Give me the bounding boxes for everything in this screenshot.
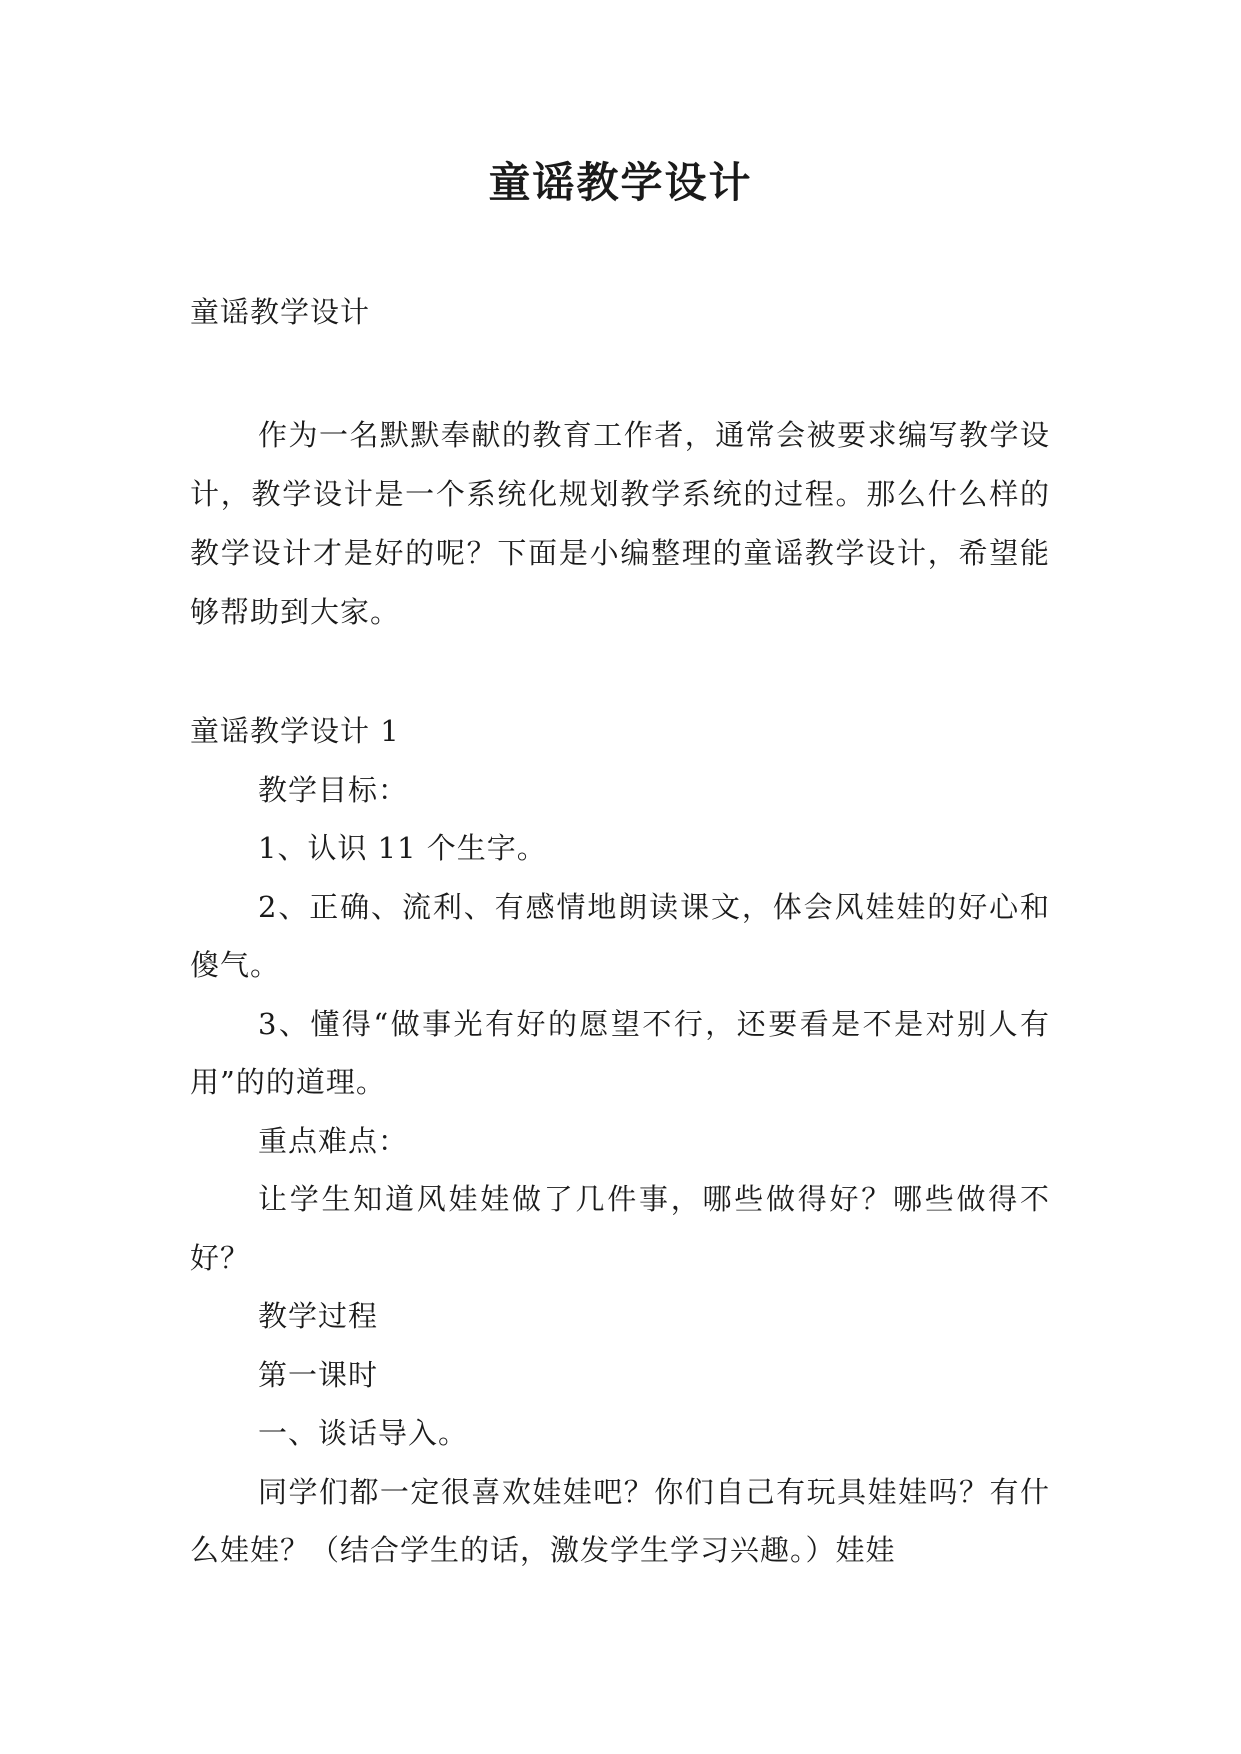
paragraph-objective-2: 2、正确、流利、有感情地朗读课文，体会风娃娃的好心和傻气。 (190, 889, 1050, 982)
paragraph-process-heading: 教学过程 (258, 1299, 379, 1333)
document-body (190, 702, 1050, 1580)
intro-paragraph: 作为一名默默奉献的教育工作者，通常会被要求编写教学设计，教学设计是一个系统化规划教学系统的过程。那么什么样的教学设计才是好的呢？下面是小编整理的童谣教学设计，希望能够帮助到大家。 (190, 418, 1050, 629)
paragraph-step-1-heading: 一、谈话导入。 (258, 1416, 469, 1450)
paragraph-key-points-heading: 重点难点： (258, 1123, 409, 1158)
paragraph-key-points: 让学生知道风娃娃做了几件事，哪些做得好？哪些做得不好？ (190, 1182, 1050, 1275)
section-heading: 童谣教学设计 1 (190, 714, 400, 748)
paragraph-objectives-heading: 教学目标： (258, 772, 409, 807)
paragraph-objective-3: 3、懂得“做事光有好的愿望不行，还要看是不是对别人有用”的的道理。 (190, 1006, 1050, 1099)
paragraph-lesson-heading: 第一课时 (258, 1357, 379, 1392)
paragraph-step-1-text: 同学们都一定很喜欢娃娃吧？你们自己有玩具娃娃吗？有什么娃娃？（结合学生的话，激发学生学习兴趣。）娃娃 (190, 1474, 1050, 1567)
document-title: 童谣教学设计 (488, 158, 753, 207)
document-subtitle: 童谣教学设计 (190, 295, 371, 329)
paragraph-objective-1: 1、认识 11 个生字。 (258, 831, 547, 865)
